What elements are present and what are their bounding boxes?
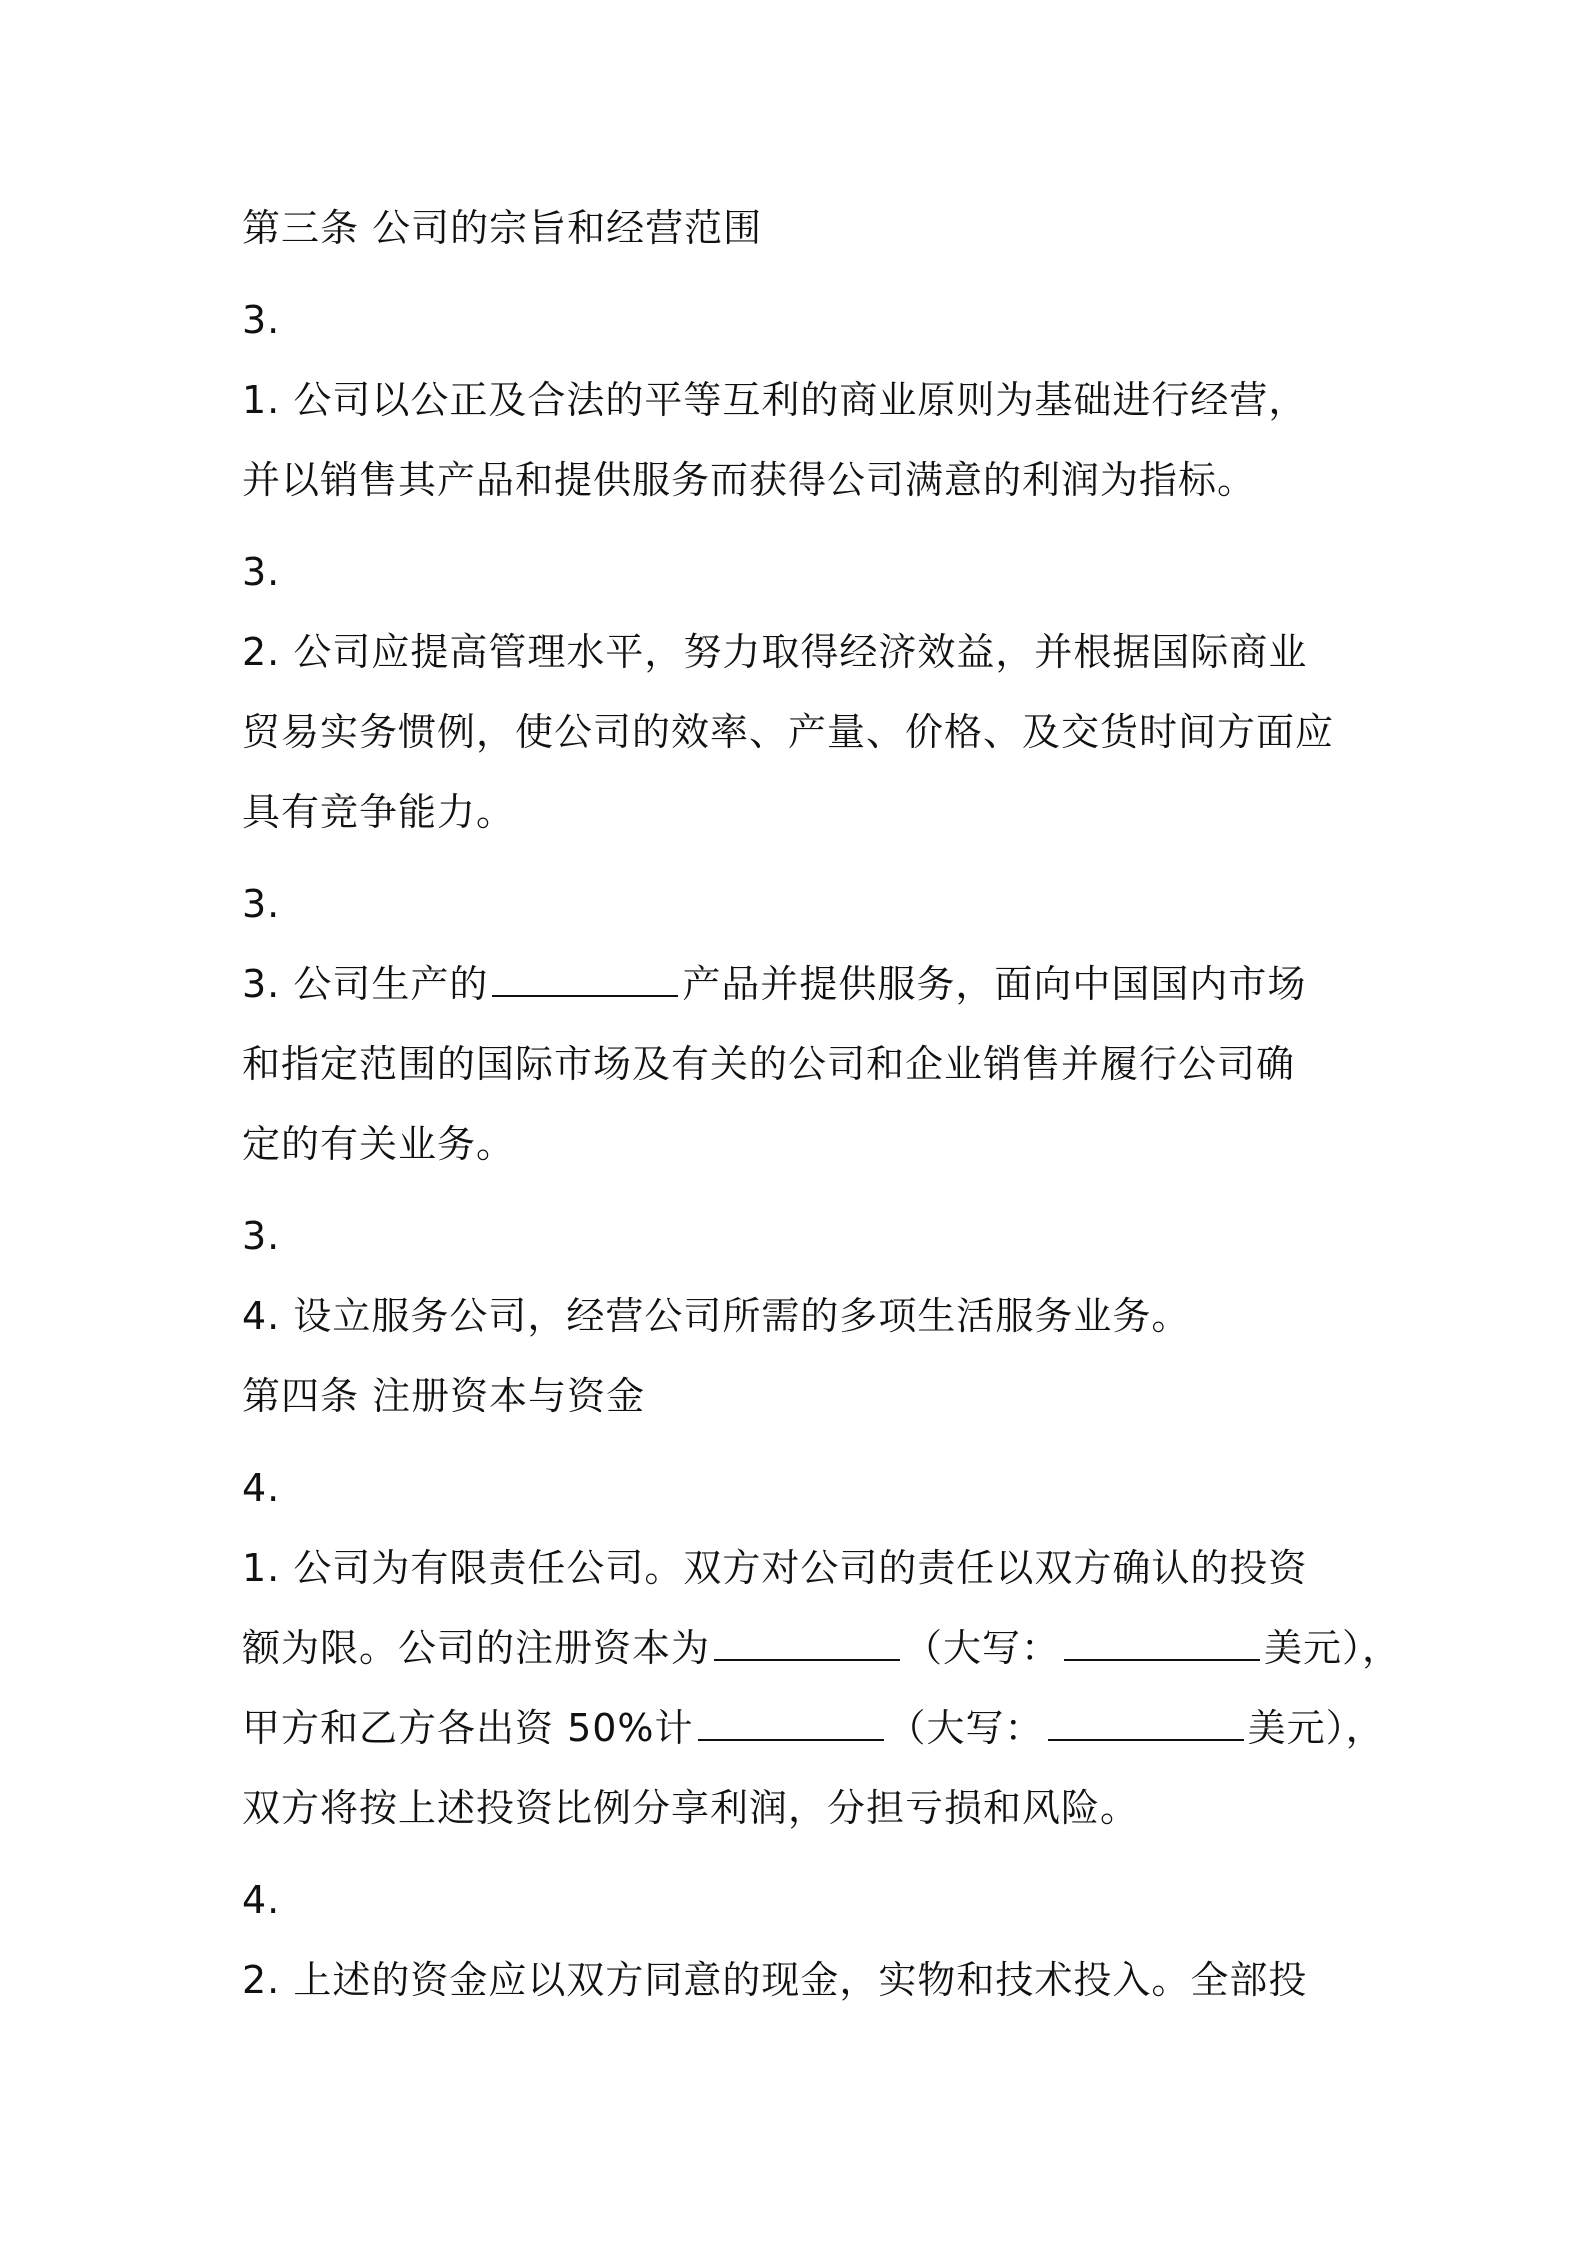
clause-number: 3. — [242, 298, 281, 342]
clause-text-part: 甲方和乙方各出资 50%计 — [242, 1706, 694, 1750]
clause-text: 双方将按上述投资比例分享利润，分担亏损和风险。 — [242, 1786, 1140, 1830]
clause-text: 2. 公司应提高管理水平，努力取得经济效益，并根据国际商业 — [242, 630, 1308, 674]
clause-text: 贸易实务惯例，使公司的效率、产量、价格、及交货时间方面应 — [242, 710, 1335, 754]
fill-in-blank — [1048, 1701, 1244, 1741]
fill-in-blank — [492, 957, 678, 997]
clause-text-part: 产品并提供服务，面向中国国内市场 — [682, 962, 1307, 1006]
clause-text-part: 3. 公司生产的 — [242, 962, 489, 1006]
clause-number: 3. — [242, 550, 281, 594]
clause-text: 并以销售其产品和提供服务而获得公司满意的利润为指标。 — [242, 458, 1257, 502]
clause-text: 和指定范围的国际市场及有关的公司和企业销售并履行公司确 — [242, 1042, 1296, 1086]
fill-in-blank — [1064, 1621, 1260, 1661]
clause-text-part: （大写： — [904, 1626, 1061, 1670]
clause-number: 4. — [242, 1878, 281, 1922]
clause-number: 3. — [242, 882, 281, 926]
clause-text: 4. 设立服务公司，经营公司所需的多项生活服务业务。 — [242, 1294, 1191, 1338]
clause-text-part: 额为限。公司的注册资本为 — [242, 1626, 711, 1670]
clause-number: 3. — [242, 1214, 281, 1258]
document-page — [242, 200, 1402, 2008]
clause-text-part: 美元）， — [1264, 1626, 1402, 1670]
clause-text — [242, 1620, 1402, 1676]
clause-text — [242, 1700, 1385, 1756]
clause-text: 定的有关业务。 — [242, 1122, 516, 1166]
clause-text: 1. 公司为有限责任公司。双方对公司的责任以双方确认的投资 — [242, 1546, 1308, 1590]
clause-text — [242, 956, 1362, 1012]
clause-text: 2. 上述的资金应以双方同意的现金，实物和技术投入。全部投 — [242, 1958, 1308, 2002]
article-3-heading: 第三条 公司的宗旨和经营范围 — [242, 206, 763, 250]
clause-text: 1. 公司以公正及合法的平等互利的商业原则为基础进行经营， — [242, 378, 1308, 422]
clause-number: 4. — [242, 1466, 281, 1510]
fill-in-blank — [714, 1621, 900, 1661]
clause-text-part: （大写： — [887, 1706, 1044, 1750]
fill-in-blank — [698, 1701, 884, 1741]
clause-text: 具有竞争能力。 — [242, 790, 516, 834]
clause-text-part: 美元）， — [1247, 1706, 1385, 1750]
article-4-heading: 第四条 注册资本与资金 — [242, 1374, 646, 1418]
